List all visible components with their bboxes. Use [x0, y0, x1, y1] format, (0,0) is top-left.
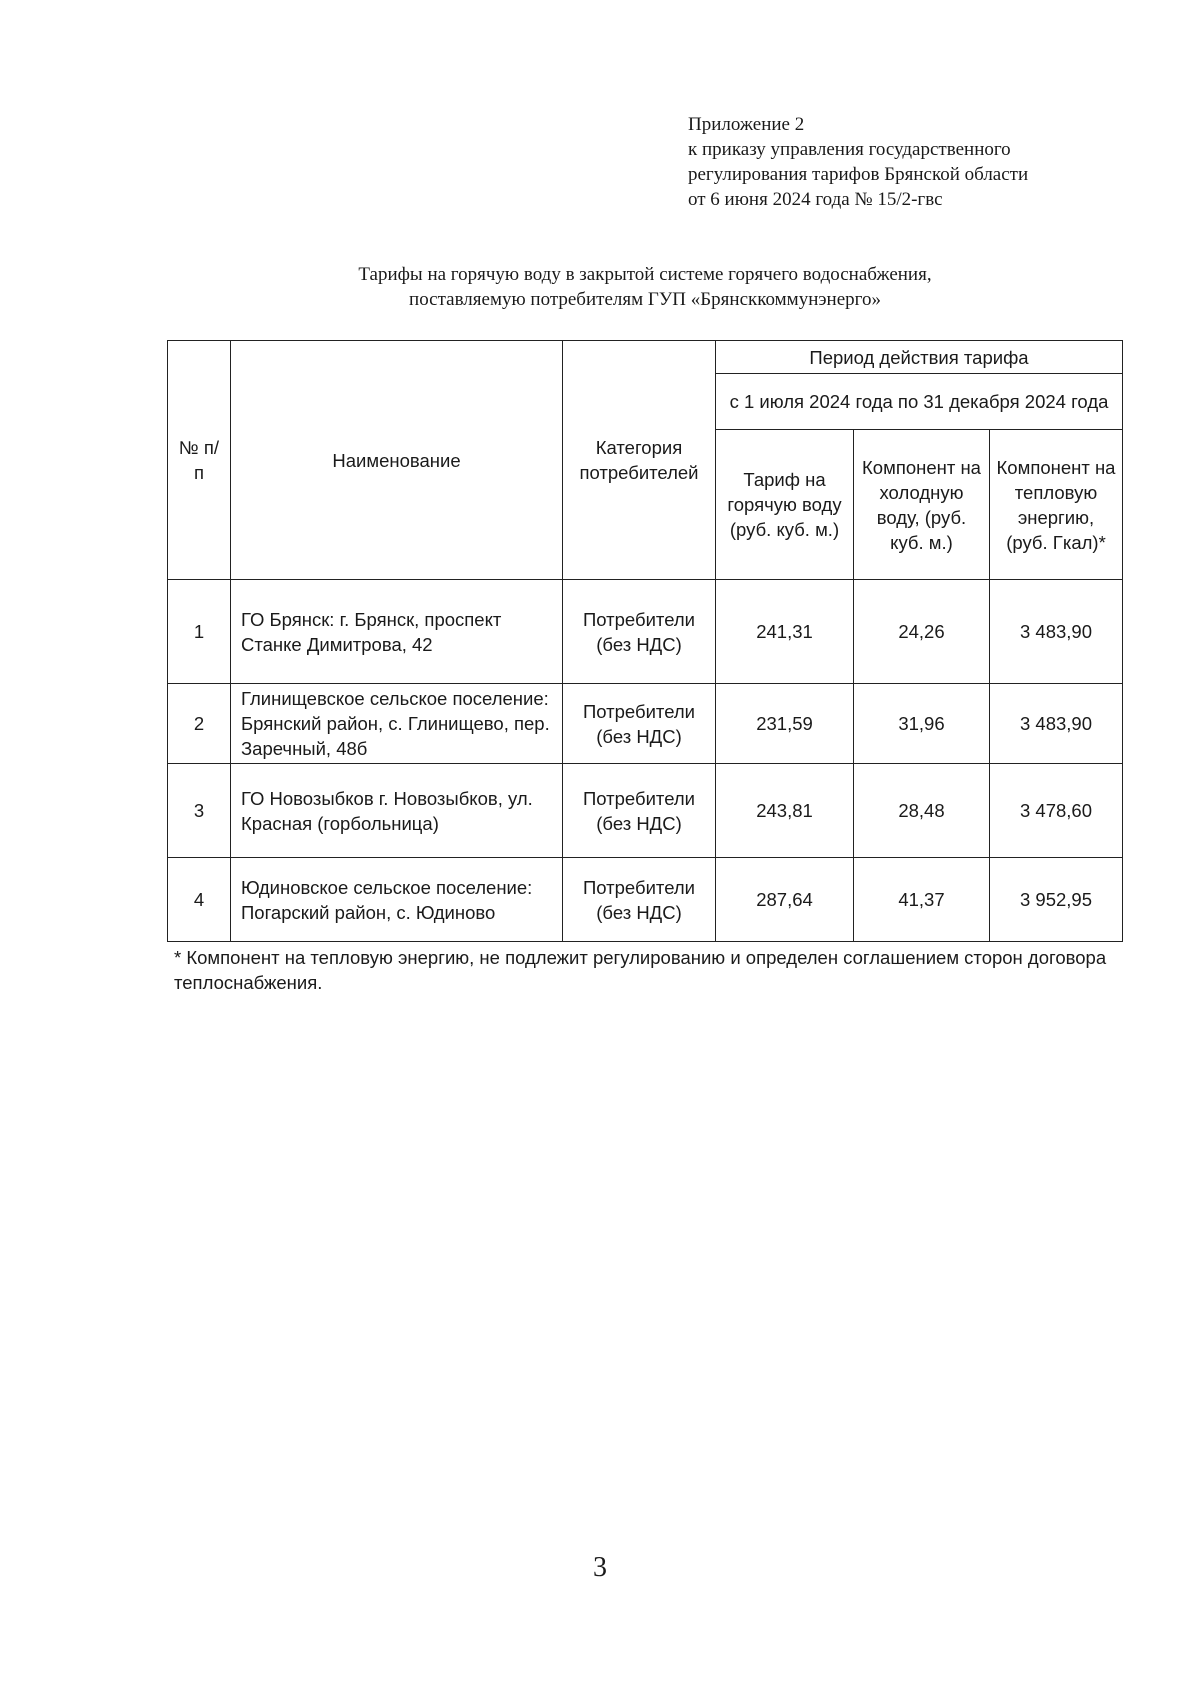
cell-category: Потребители (без НДС) — [563, 580, 716, 684]
document-title — [180, 262, 1110, 312]
cell-component-cold: 31,96 — [854, 684, 990, 764]
header-num: № п/п — [168, 341, 231, 580]
cell-category: Потребители (без НДС) — [563, 684, 716, 764]
cell-tariff-hot: 231,59 — [716, 684, 854, 764]
appendix-line: Приложение 2 — [688, 114, 805, 135]
header-tariff-hot: Тариф на горячую воду (руб. куб. м.) — [716, 430, 854, 580]
appendix-line: к приказу управления государственного — [688, 139, 1011, 160]
appendix-line: регулирования тарифов Брянской области — [688, 164, 1029, 185]
table-row — [168, 684, 1123, 764]
table-row — [168, 580, 1123, 684]
cell-name: ГО Новозыбков г. Новозыбков, ул. Красная (горбольница) — [231, 764, 563, 858]
header-period-range: с 1 июля 2024 года по 31 декабря 2024 года — [716, 374, 1123, 430]
cell-num: 3 — [168, 764, 231, 858]
cell-tariff-hot: 287,64 — [716, 858, 854, 942]
appendix-header — [688, 112, 1028, 212]
cell-component-heat: 3 483,90 — [990, 580, 1123, 684]
table-row — [168, 858, 1123, 942]
header-component-cold: Компонент на холодную воду, (руб. куб. м.) — [854, 430, 990, 580]
page-number: 3 — [593, 1552, 607, 1583]
cell-category: Потребители (без НДС) — [563, 764, 716, 858]
cell-category: Потребители (без НДС) — [563, 858, 716, 942]
cell-name: ГО Брянск: г. Брянск, проспект Станке Димитрова, 42 — [231, 580, 563, 684]
header-row — [168, 341, 1123, 374]
cell-name: Глинищевское сельское поселение: Брянский район, с. Глинищево, пер. Заречный, 48б — [231, 684, 563, 764]
cell-component-heat: 3 952,95 — [990, 858, 1123, 942]
cell-component-cold: 28,48 — [854, 764, 990, 858]
cell-num: 1 — [168, 580, 231, 684]
cell-num: 4 — [168, 858, 231, 942]
cell-component-heat: 3 483,90 — [990, 684, 1123, 764]
cell-name: Юдиновское сельское поселение: Погарский район, с. Юдиново — [231, 858, 563, 942]
tariff-table — [167, 340, 1123, 942]
footnote: * Компонент на тепловую энергию, не подлежит регулированию и определен соглашением сторон договора теплоснабжения. — [174, 947, 1107, 993]
cell-component-heat: 3 478,60 — [990, 764, 1123, 858]
cell-component-cold: 41,37 — [854, 858, 990, 942]
cell-tariff-hot: 243,81 — [716, 764, 854, 858]
title-line: Тарифы на горячую воду в закрытой системе горячего водоснабжения, — [358, 264, 932, 285]
header-category: Категория потребителей — [563, 341, 716, 580]
appendix-line: от 6 июня 2024 года № 15/2-гвс — [688, 189, 943, 210]
header-component-heat: Компонент на тепловую энергию, (руб. Гкал)* — [990, 430, 1123, 580]
title-line: поставляемую потребителям ГУП «Брянсккоммунэнерго» — [409, 289, 881, 310]
table-row — [168, 764, 1123, 858]
cell-tariff-hot: 241,31 — [716, 580, 854, 684]
header-name: Наименование — [231, 341, 563, 580]
header-period: Период действия тарифа — [716, 341, 1123, 374]
cell-component-cold: 24,26 — [854, 580, 990, 684]
cell-num: 2 — [168, 684, 231, 764]
